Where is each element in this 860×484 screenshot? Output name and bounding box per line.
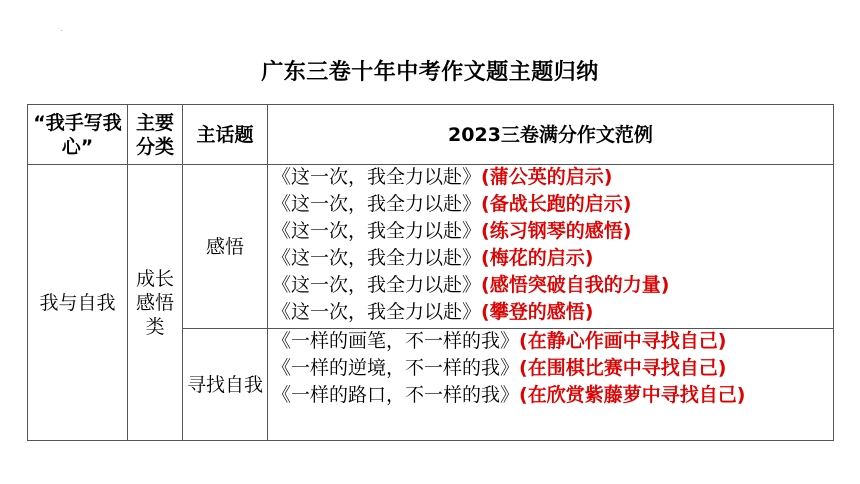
header-main-topic: 主话题	[183, 105, 268, 165]
example-row	[272, 383, 833, 407]
examples-finding-self	[268, 329, 834, 441]
example-title: 《这一次，我全力以赴》	[272, 247, 482, 269]
example-row	[272, 219, 833, 246]
example-row	[272, 356, 833, 383]
example-row	[272, 329, 833, 356]
cell-self: 我与自我	[28, 165, 128, 441]
cell-topic-finding-self: 寻找自我	[183, 329, 268, 441]
examples-insight	[268, 165, 834, 329]
example-row	[272, 300, 833, 327]
example-title: 《一样的路口，不一样的我》	[272, 384, 520, 406]
example-row	[272, 246, 833, 273]
header-my-hand-my-heart: “我手写我心”	[28, 105, 128, 165]
example-subtitle: (攀登的感悟)	[481, 301, 594, 323]
cell-topic-insight: 感悟	[183, 165, 268, 329]
example-title: 《一样的逆境，不一样的我》	[272, 357, 520, 379]
example-row	[272, 165, 833, 192]
example-title: 《一样的画笔，不一样的我》	[272, 330, 520, 352]
header-example-essays: 2023三卷满分作文范例	[268, 105, 834, 165]
page-title: 广东三卷十年中考作文题主题归纳	[261, 60, 599, 85]
example-subtitle: (备战长跑的启示)	[481, 193, 632, 215]
example-subtitle: (感悟突破自我的力量)	[481, 274, 670, 296]
header-main-category: 主要分类	[128, 105, 183, 165]
topic-table	[27, 104, 834, 441]
example-subtitle: (在围棋比赛中寻找自己)	[519, 357, 727, 379]
example-subtitle: (蒲公英的启示)	[481, 166, 613, 188]
example-subtitle: (练习钢琴的感悟)	[481, 220, 632, 242]
example-title: 《这一次，我全力以赴》	[272, 301, 482, 323]
example-title: 《这一次，我全力以赴》	[272, 220, 482, 242]
example-subtitle: (梅花的启示)	[481, 247, 594, 269]
example-row	[272, 273, 833, 300]
example-row	[272, 192, 833, 219]
example-subtitle: (在静心作画中寻找自己)	[519, 330, 727, 352]
example-subtitle: (在欣赏紫藤萝中寻找自己)	[519, 384, 746, 406]
example-title: 《这一次，我全力以赴》	[272, 274, 482, 296]
cell-growth-category: 成长感悟类	[128, 165, 183, 441]
example-title: 《这一次，我全力以赴》	[272, 193, 482, 215]
corner-dot: .	[60, 24, 63, 33]
example-title: 《这一次，我全力以赴》	[272, 166, 482, 188]
